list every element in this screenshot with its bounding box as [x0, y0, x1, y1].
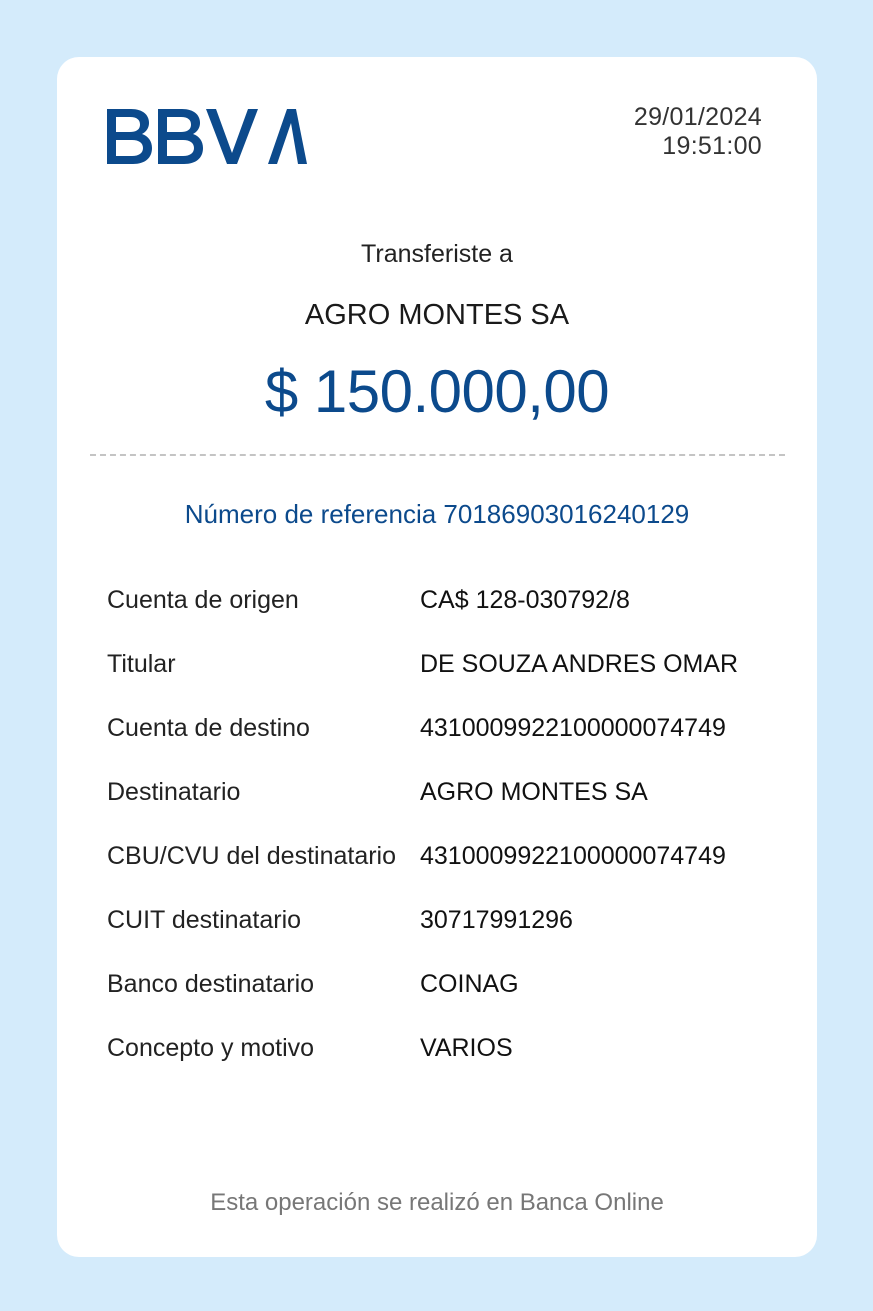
- recipient-name: AGRO MONTES SA: [304, 299, 570, 331]
- detail-row-bank: [107, 970, 797, 1034]
- receipt-card: [57, 57, 817, 1257]
- detail-label: Cuenta de origen: [107, 586, 299, 614]
- detail-value: COINAG: [420, 970, 519, 998]
- detail-row-concept: [107, 1034, 797, 1098]
- detail-value: VARIOS: [420, 1034, 513, 1062]
- detail-value: 30717991296: [420, 906, 573, 934]
- detail-value: 4310009922100000074749: [420, 714, 726, 742]
- detail-label: Banco destinatario: [107, 970, 315, 998]
- bbva-logo: [107, 105, 307, 167]
- detail-label: Concepto y motivo: [107, 1034, 315, 1062]
- detail-value: CA$ 128-030792/8: [420, 586, 630, 614]
- transaction-time: 19:51:00: [662, 132, 762, 160]
- detail-row-holder: [107, 650, 797, 714]
- detail-row-destination-account: [107, 714, 797, 778]
- dashed-divider: [90, 454, 785, 456]
- detail-value: AGRO MONTES SA: [420, 778, 648, 806]
- detail-label: CUIT destinatario: [107, 906, 302, 934]
- detail-row-cuit: [107, 906, 797, 970]
- detail-label: Destinatario: [107, 778, 241, 806]
- transaction-datetime: [634, 103, 762, 161]
- transfer-amount: $ 150.000,00: [264, 358, 610, 425]
- detail-label: Titular: [107, 650, 176, 678]
- transaction-date: 29/01/2024: [633, 103, 762, 131]
- transfer-intro: Transferiste a: [361, 240, 513, 268]
- detail-value: 4310009922100000074749: [420, 842, 726, 870]
- details-list: [107, 586, 797, 1098]
- detail-value: DE SOUZA ANDRES OMAR: [420, 650, 739, 678]
- detail-label: CBU/CVU del destinatario: [107, 842, 397, 870]
- detail-row-origin-account: [107, 586, 797, 650]
- reference-number: Número de referencia 70186903016240129: [184, 499, 690, 529]
- detail-label: Cuenta de destino: [107, 714, 310, 742]
- footer-note: Esta operación se realizó en Banca Online: [210, 1189, 664, 1216]
- detail-row-recipient: [107, 778, 797, 842]
- detail-row-cbu: [107, 842, 797, 906]
